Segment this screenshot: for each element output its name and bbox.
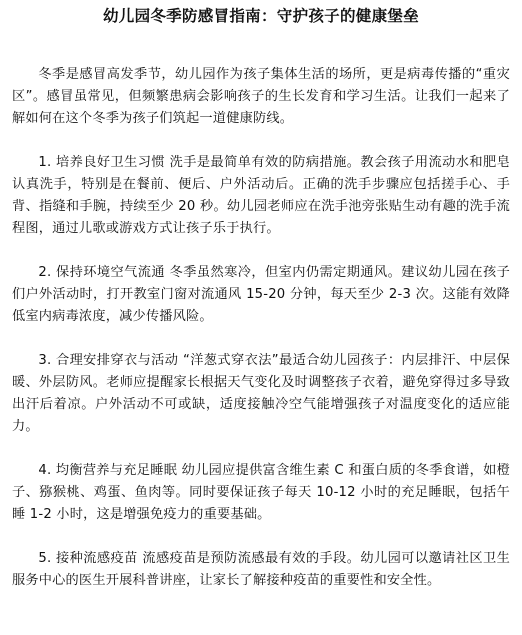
document-title: 幼儿园冬季防感冒指南：守护孩子的健康堡垒 [102, 7, 419, 25]
tip-paragraph-hygiene: 1. 培养良好卫生习惯 洗手是最简单有效的防病措施。教会孩子用流动水和肥皂认真洗手，特别是在餐前、便后、户外活动后。正确的洗手步骤应包括搓手心、手背、指缝和手腕，持续至少 20 秒。幼儿园老师应在洗手池旁张贴生动有趣的洗手流程图，通过儿歌或游戏方式让孩子乐于执行。 [12, 155, 510, 236]
tip-paragraph-clothing: 3. 合理安排穿衣与活动 “洋葱式穿衣法”最适合幼儿园孩子：内层排汗、中层保暖、外层防风。老师应提醒家长根据天气变化及时调整孩子衣着，避免穿得过多导致出汗后着凉。户外活动不可或缺，适度接触冷空气能增强孩子对温度变化的适应能力。 [12, 353, 510, 434]
tip-paragraph-nutrition-sleep: 4. 均衡营养与充足睡眠 幼儿园应提供富含维生素 C 和蛋白质的冬季食谱，如橙子、猕猴桃、鸡蛋、鱼肉等。同时要保证孩子每天 10-12 小时的充足睡眠，包括午睡 1-2 小时，这是增强免疫力的重要基础。 [12, 463, 510, 522]
tip-paragraph-ventilation: 2. 保持环境空气流通 冬季虽然寒冷，但室内仍需定期通风。建议幼儿园在孩子们户外活动时，打开教室门窗对流通风 15-20 分钟，每天至少 2-3 次。这能有效降低室内病毒浓度，减少传播风险。 [12, 265, 510, 324]
intro-paragraph: 冬季是感冒高发季节，幼儿园作为孩子集体生活的场所，更是病毒传播的“重灾区”。感冒虽常见，但频繁患病会影响孩子的生长发育和学习生活。让我们一起来了解如何在这个冬季为孩子们筑起一道健康防线。 [12, 67, 510, 126]
tip-paragraph-vaccine: 5. 接种流感疫苗 流感疫苗是预防流感最有效的手段。幼儿园可以邀请社区卫生服务中心的医生开展科普讲座，让家长了解接种疫苗的重要性和安全性。 [12, 551, 510, 588]
